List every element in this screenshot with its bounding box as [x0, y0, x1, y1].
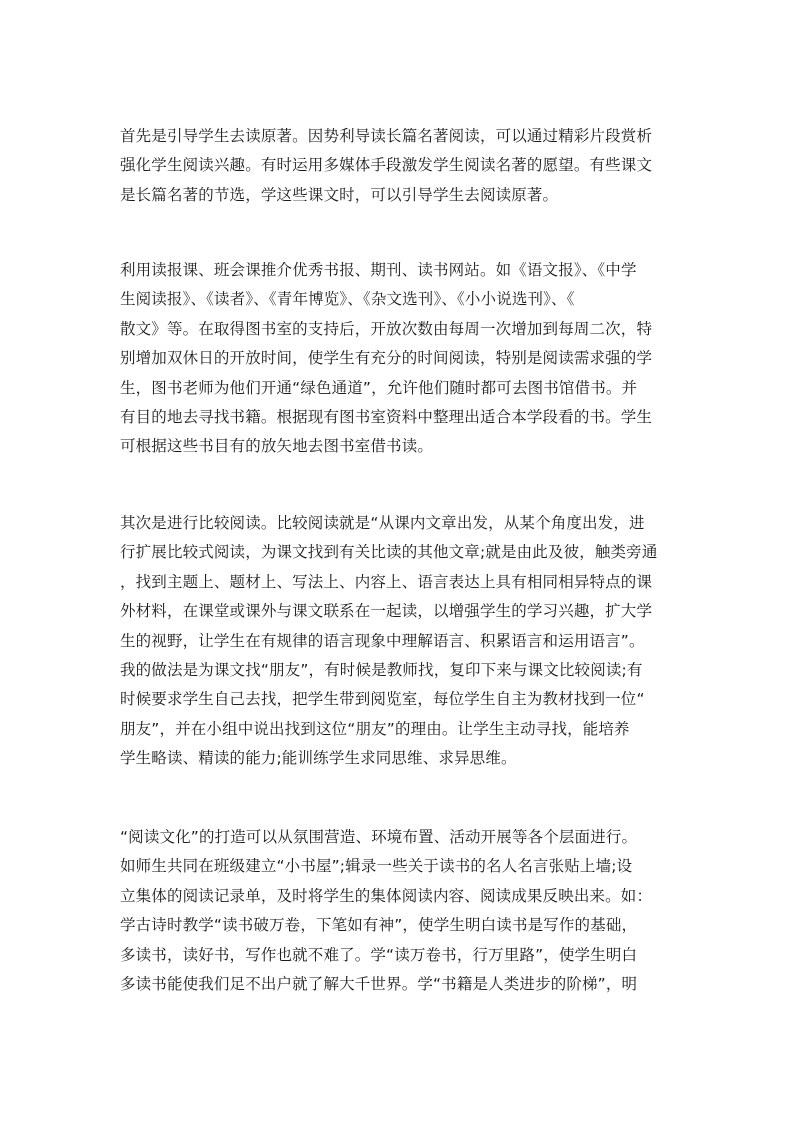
text-line: 生，图书老师为他们开通“绿色通道”，允许他们随时都可去图书馆借书。并: [120, 378, 638, 397]
paragraph-newspaper-recommendation: [120, 256, 680, 462]
paragraph-original-reading: [120, 122, 680, 210]
text-line: ，找到主题上、题材上、写法上、内容上、语言表达上具有相同相异特点的课: [120, 572, 653, 591]
text-line: 行扩展比较式阅读，为课文找到有关比读的其他文章;就是由此及彼，触类旁通: [120, 543, 658, 562]
text-line: 时候要求学生自己去找，把学生带到阅览室，每位学生自主为教材找到一位“: [120, 690, 645, 709]
text-line: 散文》等。在取得图书室的支持后，开放次数由每周一次增加到每周二次，特: [120, 319, 653, 338]
text-line: 立集体的阅读记录单，及时将学生的集体阅读内容、阅读成果反映出来。如：: [120, 886, 653, 905]
text-line: 朋友”，并在小组中说出找到这位“朋友”的理由。让学生主动寻找，能培养: [120, 719, 630, 738]
text-line: 其次是进行比较阅读。比较阅读就是“从课内文章出发，从某个角度出发，进: [120, 514, 645, 532]
text-line: 首先是引导学生去读原著。因势利导读长篇名著阅读，可以通过精彩片段赏析: [120, 127, 653, 145]
text-line: 外材料，在课堂或课外与课文联系在一起读，以增强学生的学习兴趣，扩大学: [120, 602, 653, 621]
text-line: 我的做法是为课文找“朋友”，有时候是教师找，复印下来与课文比较阅读;有: [120, 660, 643, 679]
text-line: 生的视野，让学生在有规律的语言现象中理解语言、积累语言和运用语言”。: [120, 631, 645, 650]
text-line: “阅读文化”的打造可以从氛围营造、环境布置、活动开展等各个层面进行。: [120, 828, 638, 846]
text-line: 可根据这些书目有的放矢地去图书室借书读。: [120, 437, 434, 456]
text-line: 多读书能使我们足不出户就了解大千世界。学“书籍是人类进步的阶梯”，明: [120, 974, 638, 993]
text-line: 强化学生阅读兴趣。有时运用多媒体手段激发学生阅读名著的愿望。有些课文: [120, 156, 653, 175]
text-line: 生阅读报》、《读者》、《青年博览》、《杂文选刊》、《小小说选刊》、《: [120, 290, 575, 309]
text-line: 是长篇名著的节选，学这些课文时，可以引导学生去阅读原著。: [120, 185, 559, 204]
text-line: 利用读报课、班会课推介优秀书报、期刊、读书网站。如《语文报》、《中学: [120, 261, 637, 279]
text-line: 多读书，读好书，写作也就不难了。学“读万卷书，行万里路”，使学生明白: [120, 945, 638, 964]
paragraph-reading-culture: [120, 823, 680, 999]
text-line: 别增加双休日的开放时间，使学生有充分的时间阅读，特别是阅读需求强的学: [120, 349, 653, 368]
text-line: 学古诗时教学“读书破万卷，下笔如有神”，使学生明白读书是写作的基础，: [120, 916, 638, 935]
text-line: 学生略读、精读的能力;能训练学生求同思维、求异思维。: [120, 749, 517, 768]
text-line: 有目的地去寻找书籍。根据现有图书室资料中整理出适合本学段看的书。学生: [120, 407, 653, 426]
text-line: 如师生共同在班级建立“小书屋”;辑录一些关于读书的名人名言张贴上墙;设: [120, 857, 633, 876]
paragraph-comparative-reading: [120, 509, 680, 774]
